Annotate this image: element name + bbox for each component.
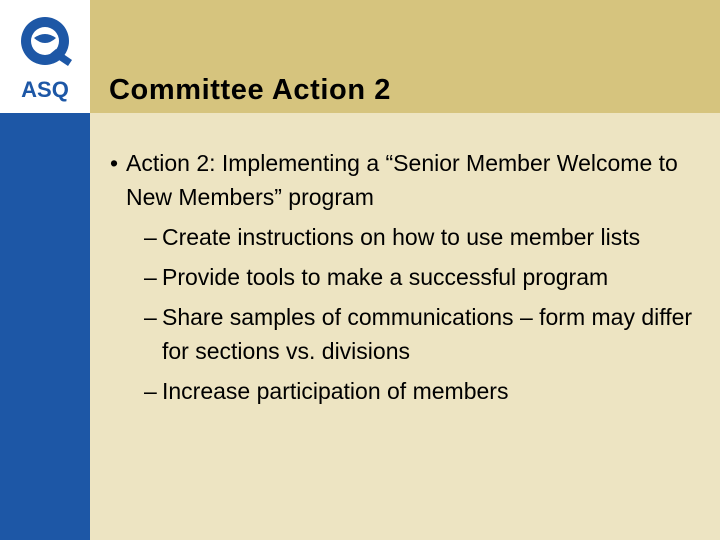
sub-bullet-text: Share samples of communications – form may differ for sections vs. divisions: [162, 304, 693, 364]
slide-content: [110, 146, 710, 408]
main-bullet: [110, 146, 710, 214]
slide-title: Committee Action 2: [109, 74, 392, 106]
sub-bullet-text: Create instructions on how to use member lists: [162, 224, 641, 250]
dash-marker: –: [144, 264, 157, 290]
sub-bullet-item: [110, 260, 710, 294]
sub-bullet-text: Provide tools to make a successful program: [162, 264, 609, 290]
dash-marker: –: [144, 304, 157, 330]
sub-bullet-item: [110, 300, 710, 368]
dash-marker: –: [144, 224, 157, 250]
main-bullet-text: Action 2: Implementing a “Senior Member Welcome to New Members” program: [126, 150, 678, 210]
sub-bullet-item: [110, 374, 710, 408]
asq-logo-mark: [0, 0, 90, 113]
bullet-marker: •: [110, 150, 119, 176]
dash-marker: –: [144, 378, 157, 404]
sub-bullet-text: Increase participation of members: [162, 378, 509, 404]
logo-text: ASQ: [21, 77, 69, 102]
sub-bullet-list: [110, 220, 710, 408]
asq-logo: [0, 0, 90, 113]
sub-bullet-item: [110, 220, 710, 254]
left-accent-bar: [0, 113, 90, 540]
